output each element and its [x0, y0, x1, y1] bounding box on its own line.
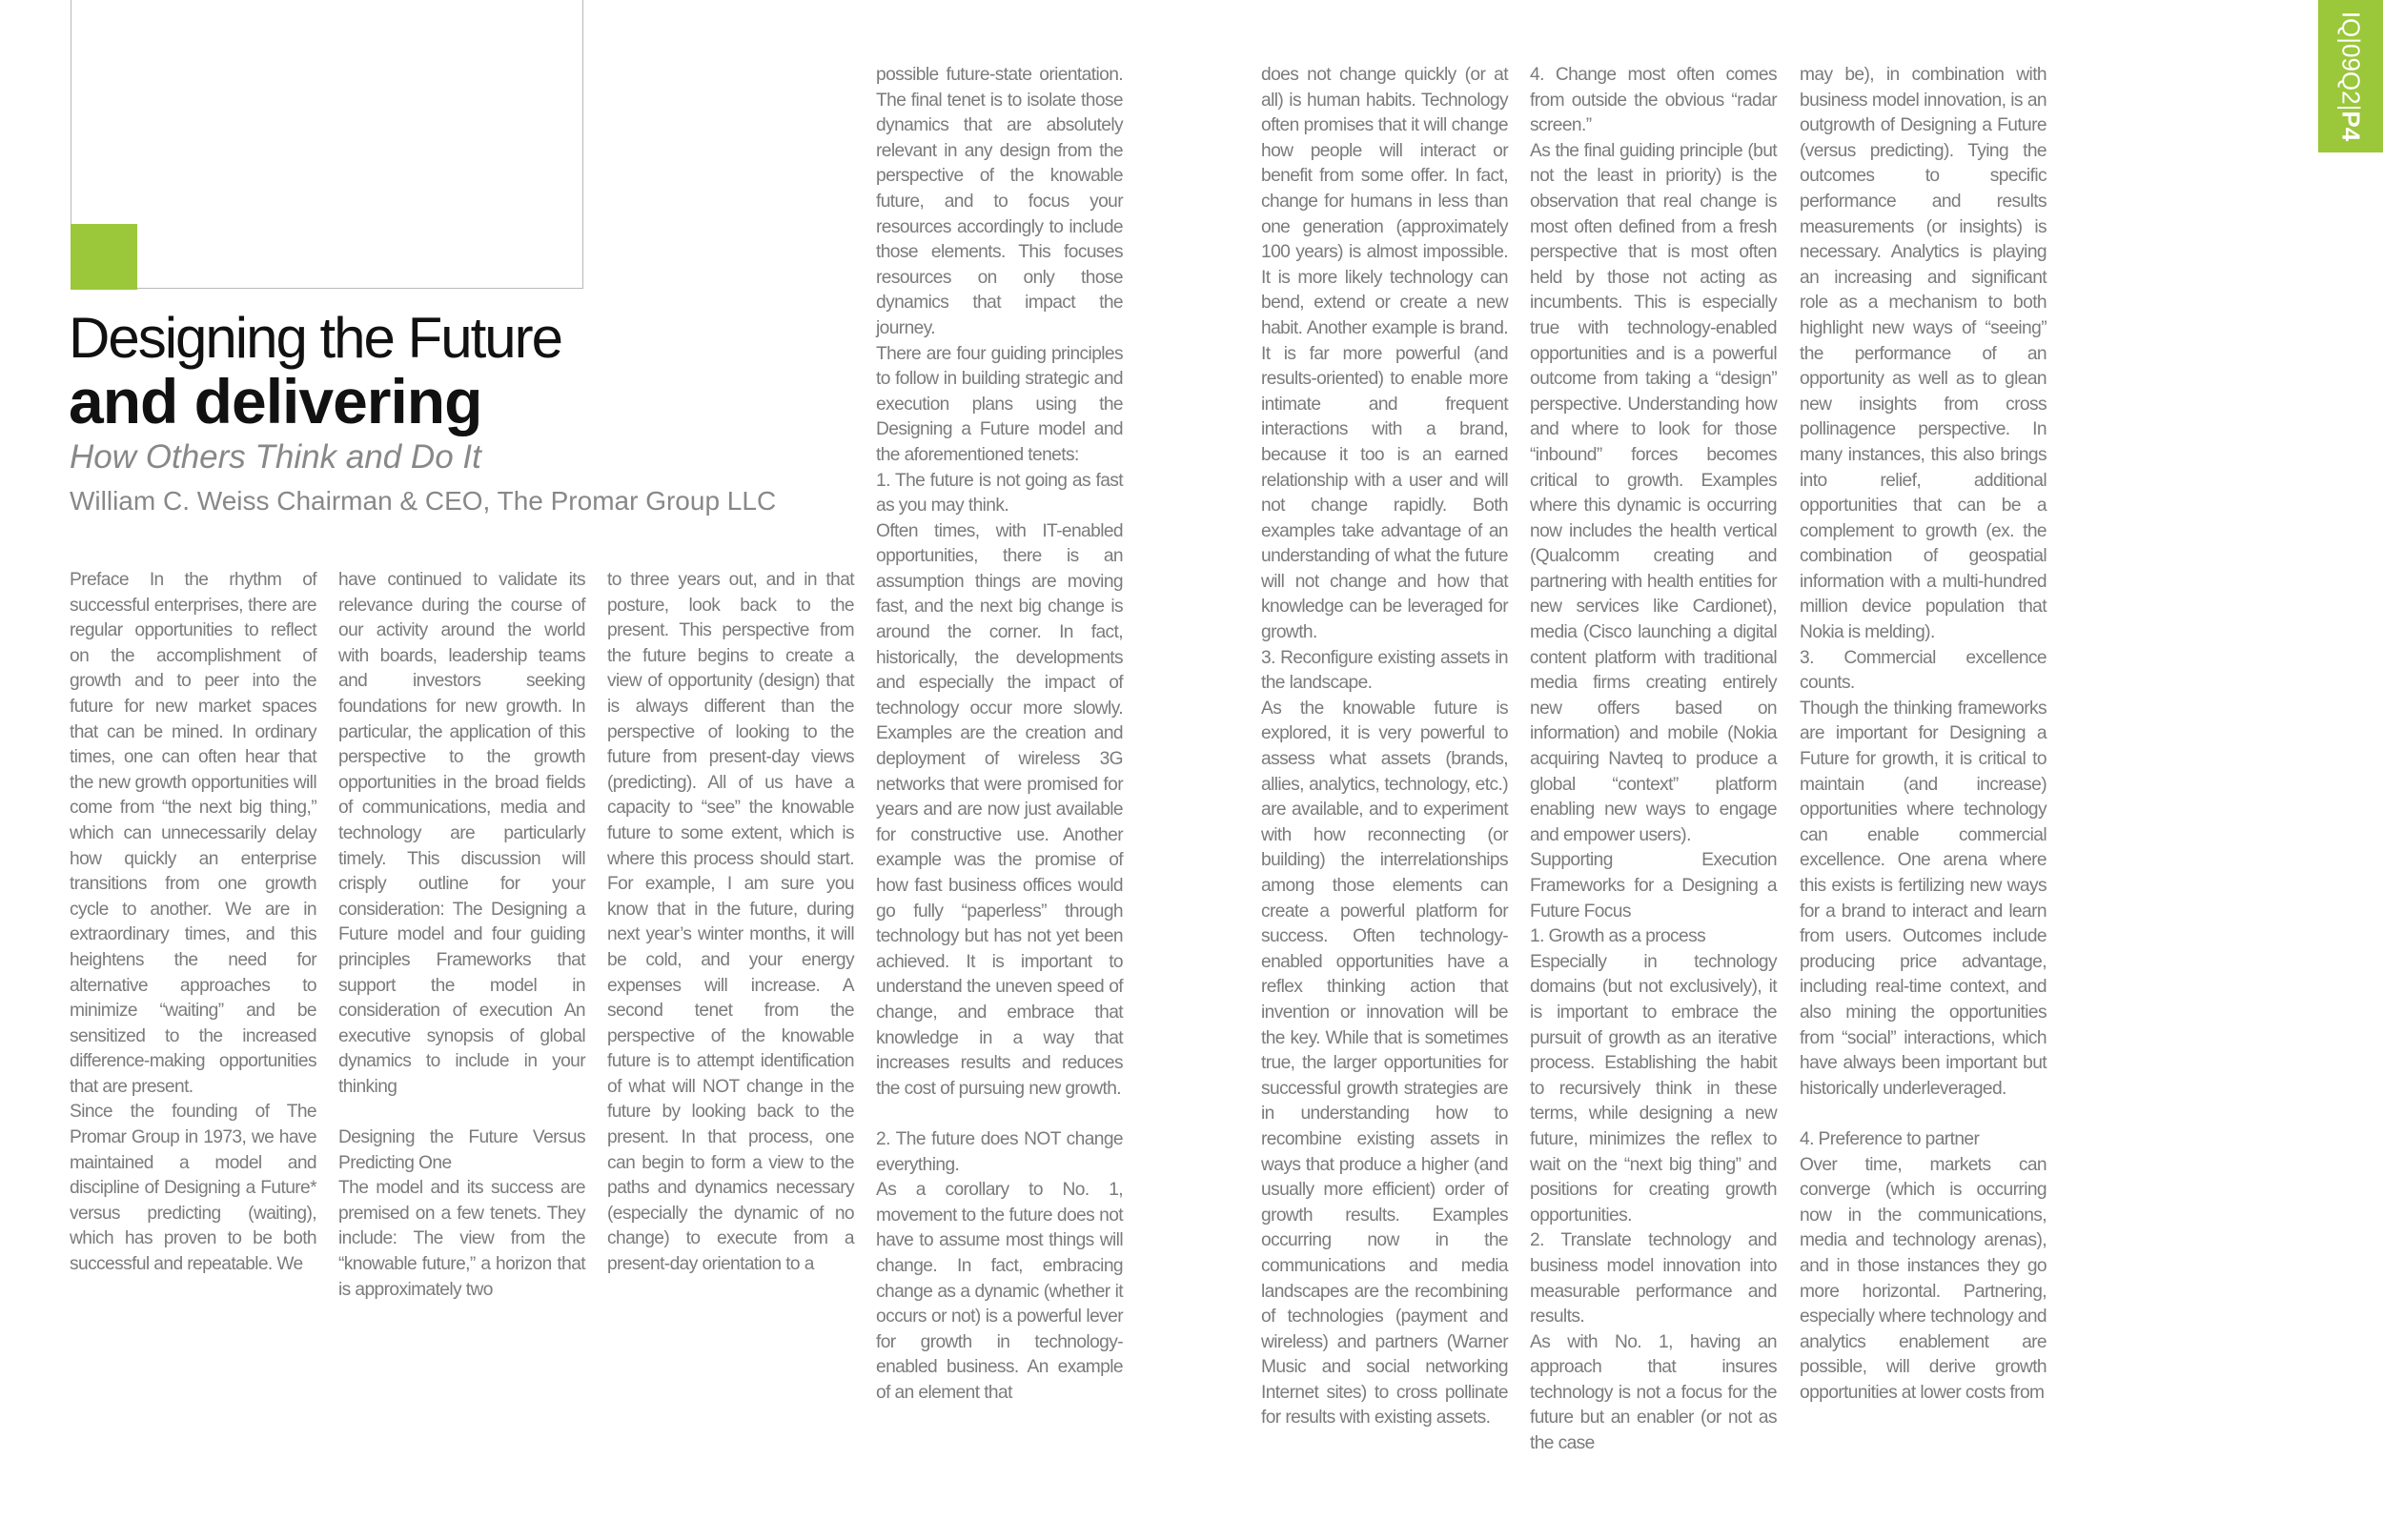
text-column-5 — [1261, 63, 1508, 1431]
principle-heading: 4. Change most often comes from outside the obvious “radar screen.” — [1530, 65, 1777, 136]
paragraph: have continued to validate its relevance during the course of our activity around the world with boards, leadership teams and investors seeking foundations for new growth. In particular, the application of this perspective to the growth opportunities in the broad fields of communications, media and technology are particularly timely. This discussion will crisply outline for your consideration: The Designing a Future model and four guiding principles Frameworks that support the model in consideration of execution An executive synopsis of global dynamics to include in your thinking — [338, 570, 585, 1097]
text-column-3 — [607, 568, 854, 1278]
paragraph: Over time, markets can converge (which is occurring now in the communications, media and technology arenas), and in those instances they go more horizontal. Partnering, especially where technology and analytics enablement are possible, will derive growth opportunities at lower costs from — [1800, 1154, 2047, 1403]
page-tab-label — [2336, 11, 2366, 141]
paragraph: There are four guiding principles to follow in building strategic and execution plans using the Designing a Future model and the aforementioned tenets: — [876, 343, 1123, 465]
paragraph: possible future-state orientation. The final tenet is to isolate those dynamics that are absolutely relevant in any design from the perspective of the knowable future, and to focus your resources accordingly to include those elements. This focuses resources on only those dynamics that impact the journey. — [876, 65, 1123, 338]
framework-heading: 1. Growth as a process — [1530, 926, 1706, 947]
paragraph: Often times, with IT-enabled opportunities, there is an assumption things are moving fast, and the next big change is around the corner. In fact, historically, the developments and especially the impact of technology occur more slowly. Examples are the creation and deployment of wireless 3G networks that were promised for years and are now just available for constructive use. Another example was the promise of how fast business offices would go fully “paperless” through technology but has not yet been achieved. It is important to understand the uneven speed of change, and embrace that knowledge in a way that increases results and reduces the cost of pursuing new growth. — [876, 520, 1123, 1099]
paragraph: does not change quickly (or at all) is human habits. Technology often promises that it will change how people will interact or benefit from some offer. In fact, change for humans in less than one generation (approximately 100 years) is almost impossible. It is more likely technology can bend, extend or create a new habit. Another example is brand. It is far more powerful (and results-oriented) to enable more intimate and frequent interactions with a brand, because it too is an earned relationship with a user and will not change rapidly. Both examples take advantage of an understanding of what the future will not change and how that knowledge can be leveraged for growth. — [1261, 65, 1508, 643]
article-title-line1: Designing the Future — [69, 306, 561, 370]
paragraph: Preface In the rhythm of successful enterprises, there are regular opportunities to reflect on the accomplishment of growth and to peer into the future for new market spaces that can be mined. In ordinary times, one can often hear that the new growth opportunities will come from “the next big thing,” which can unnecessarily delay how quickly an enterprise transitions from one growth cycle to another. We are in extraordinary times, and this heightens the need for alternative approaches to minimize “waiting” and be sensitized to the increased difference-making opportunities that are present. — [70, 570, 316, 1097]
paragraph: Though the thinking frameworks are important for Designing a Future for growth, it is critical to maintain (and increase) opportunities where technology can enable commercial excellence. One arena where this exists is fertilizing new ways for a brand to interact and learn from users. Outcomes include producing price advantage, including real-time context, and also mining the opportunities from “social” interactions, which have always been important but historically underleveraged. — [1800, 698, 2047, 1099]
paragraph: As a corollary to No. 1, movement to the future does not have to assume most things will change. In fact, embracing change as a dynamic (whether it occurs or not) is a powerful lever for growth in technology-enabled business. An example of an element that — [876, 1180, 1123, 1403]
hero-image-frame — [71, 0, 583, 289]
text-column-7 — [1800, 63, 2047, 1406]
issue-code: IQ|09Q2| — [2336, 10, 2366, 111]
text-column-1 — [70, 568, 316, 1278]
page-number: P4 — [2336, 111, 2366, 142]
principle-heading: 2. The future does NOT change everything. — [876, 1128, 1123, 1175]
framework-heading: 2. Translate technology and business model innovation into measurable performance and results. — [1530, 1230, 1777, 1327]
paragraph: As with No. 1, having an approach that insures technology is not a focus for the future but an enabler (or not as the case — [1530, 1331, 1777, 1454]
framework-heading: 3. Commercial excellence counts. — [1800, 647, 2047, 694]
paragraph: Especially in technology domains (but not exclusively), it is important to embrace the pursuit of growth as an iterative process. Establishing the habit to recursively think in these terms, while designing a new future, minimizes the reflex to wait on the “next big thing” and positions for creating growth opportunities. — [1530, 951, 1777, 1226]
paragraph-spacer — [1800, 1102, 2047, 1127]
paragraph: As the final guiding principle (but not the least in priority) is the observation that real change is most often defined from a fresh perspective that is most often held by those not acting as incumbents. This is especially true with technology-enabled opportunities and is a powerful outcome from taking a “design” perspective. Understanding how and where to look for those “inbound” forces becomes critical to growth. Examples where this dynamic is occurring now includes the health vertical (Qualcomm creating and partnering with health entities for new services like Cardionet), media (Cisco launching a digital content platform with traditional media firms creating entirely new offers based on information) and mobile (Nokia acquiring Navteq to produce a global “context” platform enabling new ways to engage and empower users). — [1530, 140, 1777, 845]
text-column-2 — [338, 568, 585, 1303]
text-column-6 — [1530, 63, 1777, 1457]
principle-heading: 1. The future is not going as fast as you may think. — [876, 470, 1123, 517]
article-title-line2: and delivering — [69, 366, 482, 436]
article-byline: William C. Weiss Chairman & CEO, The Promar Group LLC — [70, 486, 777, 516]
section-heading: Designing the Future Versus Predicting One — [338, 1127, 585, 1173]
paragraph: to three years out, and in that posture, look back to the present. This perspective from the future begins to create a view of opportunity (design) that is always different than the perspective of looking to the future from present-day views (predicting). All of us have a capacity to “see” the knowable future to some extent, which is where this process should start. For example, I am sure you know that in the future, during next year’s winter months, it will be cold, and your energy expenses will increase. A second tenet from the perspective of the knowable future is to attempt identification of what will NOT change in the future by looking back to the present. In that process, one can begin to form a view to the paths and dynamics necessary (especially the dynamic of no change) to execute from a present-day orientation to a — [607, 570, 854, 1275]
paragraph: Since the founding of The Promar Group in 1973, we have maintained a model and discipline of Designing a Future* versus predicting (waiting), which has proven to be both successful and repeatable. We — [70, 1102, 316, 1275]
paragraph: As the knowable future is explored, it is very powerful to assess what assets (brands, allies, analytics, technology, etc.) are available, and to experiment with how reconnecting (or building) the interrelationships among those elements can create a powerful platform for success. Often technology-enabled opportunities have a reflex thinking action that invention or innovation will be the key. While that is sometimes true, the larger opportunities for successful growth strategies are in understanding how to recombine existing assets in ways that produce a higher (and usually more efficient) order of growth results. Examples occurring now in the communications and media landscapes are the recombining of technologies (payment and wireless) and partners (Warner Music and social networking Internet sites) to cross pollinate for results with existing assets. — [1261, 698, 1508, 1429]
paragraph-spacer — [876, 1102, 1123, 1127]
text-column-4 — [876, 63, 1123, 1406]
paragraph: may be), in combination with business model innovation, is an outgrowth of Designing a Future (versus predicting). Tying the outcomes to specific performance and results measurements (or insights) is necessary. Analytics is playing an increasing and significant role as a mechanism to both highlight new ways of “seeing” the performance of an opportunity as well as to glean new insights from cross pollinagence perspective. In many instances, this also brings into relief, additional opportunities that can be a complement to growth (ex. the combination of geospatial information with a multi-hundred million device population that Nokia is melding). — [1800, 65, 2047, 643]
framework-heading: 4. Preference to partner — [1800, 1128, 1980, 1149]
section-heading: Supporting Execution Frameworks for a Designing a Future Focus — [1530, 850, 1777, 922]
accent-block — [71, 224, 137, 290]
paragraph-spacer — [338, 1100, 585, 1125]
paragraph: The model and its success are premised on a few tenets. They include: The view from the “knowable future,” a horizon that is approximately two — [338, 1178, 585, 1300]
article-subtitle: How Others Think and Do It — [70, 438, 481, 476]
principle-heading: 3. Reconfigure existing assets in the landscape. — [1261, 647, 1508, 694]
